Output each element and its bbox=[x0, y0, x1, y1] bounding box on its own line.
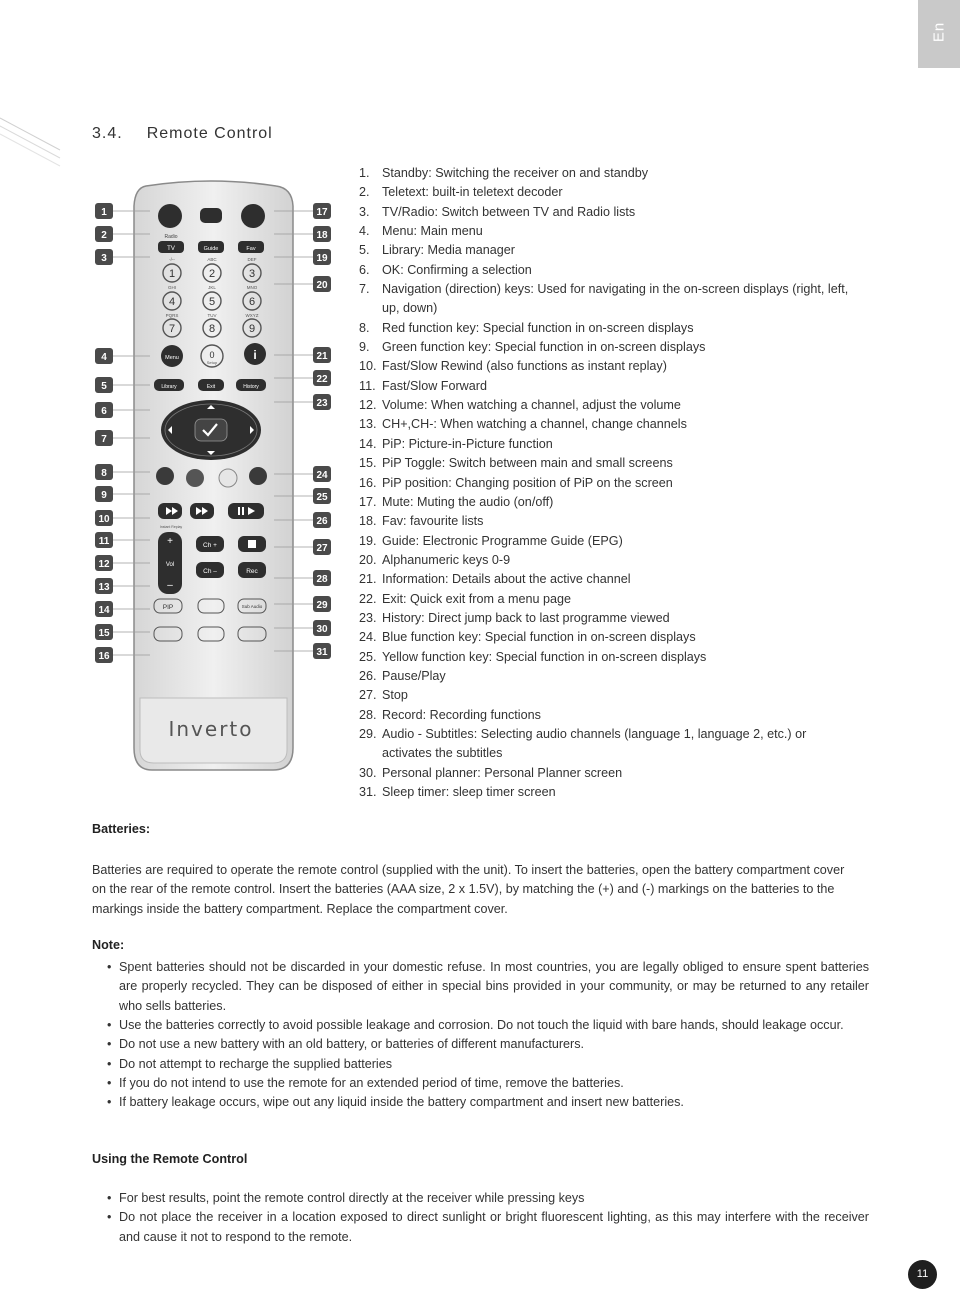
key-list-item bbox=[359, 474, 849, 493]
standby-key bbox=[158, 204, 182, 228]
key-9: 9 bbox=[248, 323, 256, 335]
bullet-item: • Use the batteries correctly to avoid possible leakage and corrosion. Do not touch the liquid with bare hands, should leakage occur. bbox=[92, 1016, 869, 1035]
brand-logo: Inverto bbox=[168, 717, 254, 741]
note-heading: Note: bbox=[92, 938, 125, 952]
key-list-number: 20. bbox=[359, 552, 377, 567]
key-list-item bbox=[359, 203, 849, 222]
callout-number: 29 bbox=[316, 600, 328, 611]
key-4: 4 bbox=[168, 296, 176, 308]
using-list bbox=[92, 1189, 869, 1247]
key-list-text: Fast/Slow Rewind (also functions as instant replay) bbox=[382, 359, 667, 374]
key-list-number: 30. bbox=[359, 765, 377, 780]
abc-label: ABC bbox=[207, 257, 217, 262]
key-list-number: 22. bbox=[359, 591, 377, 606]
ch-minus-label: Ch – bbox=[203, 568, 217, 575]
key-list-number: 29. bbox=[359, 726, 377, 741]
callout-number: 23 bbox=[316, 398, 328, 409]
callout-number: 3 bbox=[101, 253, 107, 264]
tv-label: TV bbox=[167, 246, 175, 252]
key-list-text: Fast/Slow Forward bbox=[382, 378, 487, 393]
mno-label: MNO bbox=[246, 285, 258, 290]
callout-number: 19 bbox=[316, 253, 328, 264]
key-list-text: Green function key: Special function in on-screen displays bbox=[382, 340, 706, 355]
callout-number: 7 bbox=[101, 434, 107, 445]
key-3: 3 bbox=[248, 268, 256, 280]
ghi-label: GHI bbox=[167, 285, 177, 290]
key-list-item bbox=[359, 377, 849, 396]
key-list-item bbox=[359, 493, 849, 512]
blue-key bbox=[249, 467, 267, 485]
key-list-text: Stop bbox=[382, 688, 408, 703]
key-list-text: PiP: Picture-in-Picture function bbox=[382, 436, 553, 451]
key-list-number: 15. bbox=[359, 456, 377, 471]
vol-minus: – bbox=[167, 580, 173, 591]
key-list-number: 13. bbox=[359, 417, 377, 432]
key-list-item bbox=[359, 435, 849, 454]
key-list-item bbox=[359, 396, 849, 415]
callout-number: 25 bbox=[316, 492, 328, 503]
key-list-text: CH+,CH-: When watching a channel, change channels bbox=[382, 417, 687, 432]
key-list-item bbox=[359, 512, 849, 531]
callout-number: 14 bbox=[98, 605, 110, 616]
key-list-text: Blue function key: Special function in on-screen displays bbox=[382, 630, 696, 645]
key-list-number: 24. bbox=[359, 630, 377, 645]
key-list-text: Record: Recording functions bbox=[382, 707, 541, 722]
callout-number: 11 bbox=[98, 536, 110, 547]
note-list bbox=[92, 958, 869, 1113]
key-list-number: 14. bbox=[359, 436, 377, 451]
key-list-item bbox=[359, 338, 849, 357]
key-list-number: 31. bbox=[359, 785, 377, 799]
callout-number: 18 bbox=[316, 230, 328, 241]
key-list-item bbox=[359, 183, 849, 202]
key-list-text: OK: Confirming a selection bbox=[382, 262, 532, 277]
setup-label: Setup bbox=[206, 360, 218, 365]
key-list-item bbox=[359, 590, 849, 609]
key-function-list bbox=[359, 164, 849, 802]
key-list-number: 1. bbox=[359, 166, 370, 180]
key-list-text: Guide: Electronic Programme Guide (EPG) bbox=[382, 533, 623, 548]
callout-number: 2 bbox=[101, 230, 107, 241]
instant-replay-label: Instant Replay bbox=[159, 525, 183, 529]
key-list-number: 5. bbox=[359, 243, 370, 258]
key-list-item bbox=[359, 280, 849, 319]
callout-number: 15 bbox=[98, 628, 110, 639]
key-list-text: Red function key: Special function in on-screen displays bbox=[382, 320, 694, 335]
callout-number: 22 bbox=[316, 374, 328, 385]
callout-number: 4 bbox=[101, 352, 107, 363]
def-label: DEF bbox=[247, 257, 257, 262]
key-list-number: 21. bbox=[359, 572, 377, 587]
exit-label: Exit bbox=[206, 384, 216, 390]
callout-number: 12 bbox=[98, 559, 110, 570]
bullet-item: • If you do not intend to use the remote for an extended period of time, remove the batteries. bbox=[92, 1074, 869, 1093]
key-1: 1 bbox=[168, 268, 176, 280]
key-list-number: 18. bbox=[359, 514, 377, 529]
callout-number: 8 bbox=[101, 468, 107, 479]
key-list-item bbox=[359, 241, 849, 260]
key-list-number: 23. bbox=[359, 610, 377, 625]
key-list-number: 27. bbox=[359, 688, 377, 703]
key-list-item bbox=[359, 783, 849, 802]
key-list-text: PiP position: Changing position of PiP on the screen bbox=[382, 475, 673, 490]
teletext-key bbox=[200, 208, 222, 223]
red-key bbox=[156, 467, 174, 485]
info-label: i bbox=[253, 348, 257, 362]
key-list-text: Sleep timer: sleep timer screen bbox=[382, 785, 556, 799]
section-number: 3.4. bbox=[92, 125, 123, 142]
key-list-item bbox=[359, 570, 849, 589]
key-list-text: TV/Radio: Switch between TV and Radio lists bbox=[382, 204, 636, 219]
pqrs-label: PQRS bbox=[165, 313, 179, 318]
key-list-number: 6. bbox=[359, 262, 370, 277]
key-list-item bbox=[359, 706, 849, 725]
key-list-number: 9. bbox=[359, 340, 370, 355]
library-label: Library bbox=[161, 384, 177, 390]
bullet-item: • Do not attempt to recharge the supplied batteries bbox=[92, 1055, 869, 1074]
key-list-text: Pause/Play bbox=[382, 668, 446, 683]
key-list-text: Personal planner: Personal Planner screen bbox=[382, 765, 623, 780]
key-list-number: 7. bbox=[359, 282, 370, 297]
callout-number: 17 bbox=[316, 207, 328, 218]
key-list-number: 10. bbox=[359, 359, 377, 374]
callout-number: 30 bbox=[316, 624, 328, 635]
key-list-item bbox=[359, 222, 849, 241]
green-key bbox=[186, 469, 204, 487]
decorative-lines bbox=[0, 0, 120, 170]
key-list-text: Library: Media manager bbox=[382, 243, 515, 258]
key-list-item bbox=[359, 454, 849, 473]
key-list-number: 17. bbox=[359, 494, 377, 509]
ch-plus-label: Ch + bbox=[203, 542, 217, 549]
key-list-item bbox=[359, 764, 849, 783]
key-list-item bbox=[359, 667, 849, 686]
key-list-text: Alphanumeric keys 0-9 bbox=[382, 552, 511, 567]
vol-plus: + bbox=[167, 536, 173, 547]
key-list-text: Information: Details about the active channel bbox=[382, 572, 631, 587]
key-list-number: 25. bbox=[359, 649, 377, 664]
fav-label: Fav bbox=[246, 246, 256, 252]
key-list-number: 19. bbox=[359, 533, 377, 548]
section-title-text: Remote Control bbox=[146, 125, 273, 142]
key-list-number: 3. bbox=[359, 204, 370, 219]
key-8: 8 bbox=[208, 323, 216, 335]
rec-label: Rec bbox=[246, 568, 258, 575]
key-list-text: Standby: Switching the receiver on and standby bbox=[382, 166, 649, 180]
key-list-item bbox=[359, 686, 849, 705]
pip-label: PIP bbox=[162, 604, 174, 611]
key-list-text: Volume: When watching a channel, adjust the volume bbox=[382, 398, 681, 413]
callout-number: 24 bbox=[316, 470, 328, 481]
callout-number: 31 bbox=[316, 647, 328, 658]
guide-label: Guide bbox=[203, 246, 219, 252]
callout-number: 20 bbox=[316, 280, 328, 291]
batteries-paragraph: Batteries are required to operate the remote control (supplied with the unit). To insert the batteries, open the battery compartment cover on the rear of the remote control. Insert the batteries (AAA size, 2 x 1.5V), by matching the (+) and (-) markings on the batteries to the markings inside the battery compartment. Replace the compartment cover. bbox=[92, 863, 845, 916]
callout-number: 13 bbox=[98, 582, 110, 593]
key-list-number: 16. bbox=[359, 475, 377, 490]
key-7: 7 bbox=[168, 323, 176, 335]
key-list-text: Navigation (direction) keys: Used for navigating in the on-screen displays (right, left, up, down) bbox=[382, 282, 849, 316]
bullet-item: • Do not place the receiver in a location exposed to direct sunlight or bright fluorescent lighting, as this may interfere with the receiver and cause it not to respond to the remote. bbox=[92, 1208, 869, 1247]
key-list-item bbox=[359, 261, 849, 280]
callout-number: 1 bbox=[101, 207, 107, 218]
key-list-item bbox=[359, 725, 849, 764]
key-list-number: 28. bbox=[359, 707, 377, 722]
key-0: 0 bbox=[209, 350, 215, 360]
bullet-item: • Do not use a new battery with an old battery, or batteries of different manufacturers. bbox=[92, 1035, 869, 1054]
key-list-number: 26. bbox=[359, 668, 377, 683]
bullet-item: • For best results, point the remote control directly at the receiver while pressing keys bbox=[92, 1189, 869, 1208]
dash-label: -/-- bbox=[169, 257, 175, 262]
key-list-text: Menu: Main menu bbox=[382, 224, 483, 239]
key-list-number: 12. bbox=[359, 398, 377, 413]
key-list-item bbox=[359, 415, 849, 434]
key-list-text: Fav: favourite lists bbox=[382, 514, 484, 529]
key-list-number: 4. bbox=[359, 224, 370, 239]
callout-number: 5 bbox=[101, 381, 107, 392]
callout-number: 16 bbox=[98, 651, 110, 662]
radio-label: Radio bbox=[164, 234, 178, 240]
key-list-item bbox=[359, 551, 849, 570]
mute-key bbox=[241, 204, 265, 228]
vol-label: Vol bbox=[165, 562, 175, 568]
key-list-item bbox=[359, 628, 849, 647]
key-list-item bbox=[359, 319, 849, 338]
key-5: 5 bbox=[208, 296, 216, 308]
callout-number: 26 bbox=[316, 516, 328, 527]
key-list-text: Mute: Muting the audio (on/off) bbox=[382, 494, 554, 509]
wxyz-label: WXYZ bbox=[245, 313, 259, 318]
callout-number: 27 bbox=[316, 543, 328, 554]
key-list-text: History: Direct jump back to last programme viewed bbox=[382, 610, 670, 625]
bullet-item: • Spent batteries should not be discarded in your domestic refuse. In most countries, you are legally obliged to ensure spent batteries are properly recycled. They can be disposed of either in special bins provided in your community, or may be returned to any retailer who sells batteries. bbox=[92, 958, 869, 1016]
key-list-item bbox=[359, 357, 849, 376]
tuv-label: TUV bbox=[207, 313, 217, 318]
key-list-text: Audio - Subtitles: Selecting audio channels (language 1, language 2, etc.) or activates the subtitles bbox=[382, 726, 807, 761]
section-title bbox=[92, 125, 273, 143]
callout-number: 21 bbox=[316, 351, 328, 362]
key-list-item bbox=[359, 532, 849, 551]
key-2: 2 bbox=[208, 268, 216, 280]
page-number: 11 bbox=[908, 1260, 937, 1289]
key-list-item bbox=[359, 609, 849, 628]
key-list-number: 8. bbox=[359, 320, 370, 335]
callout-number: 28 bbox=[316, 574, 328, 585]
key-list-item bbox=[359, 164, 849, 183]
sub-audio-label: Sub Audio bbox=[241, 604, 263, 609]
using-heading: Using the Remote Control bbox=[92, 1152, 248, 1166]
key-6: 6 bbox=[248, 296, 256, 308]
jkl-label: JKL bbox=[208, 285, 216, 290]
key-list-number: 11. bbox=[359, 378, 376, 393]
menu-label: Menu bbox=[165, 355, 179, 361]
language-tab bbox=[918, 0, 960, 68]
callout-number: 6 bbox=[101, 406, 107, 417]
callout-number: 10 bbox=[98, 514, 110, 525]
key-list-text: Teletext: built-in teletext decoder bbox=[382, 185, 563, 200]
yellow-key bbox=[219, 469, 237, 487]
history-label: History bbox=[243, 384, 259, 390]
remote-control-illustration bbox=[88, 178, 343, 778]
language-tab-label: En bbox=[930, 21, 948, 43]
key-list-text: Exit: Quick exit from a menu page bbox=[382, 591, 571, 606]
key-list-text: Yellow function key: Special function in on-screen displays bbox=[382, 649, 707, 664]
key-list-number: 2. bbox=[359, 185, 370, 200]
pause-play-key bbox=[228, 503, 264, 519]
key-list-item bbox=[359, 648, 849, 667]
bullet-item: • If battery leakage occurs, wipe out any liquid inside the battery compartment and insert new batteries. bbox=[92, 1093, 869, 1112]
batteries-heading: Batteries: bbox=[92, 822, 151, 836]
key-list-text: PiP Toggle: Switch between main and small screens bbox=[382, 456, 673, 471]
callout-number: 9 bbox=[101, 490, 107, 501]
